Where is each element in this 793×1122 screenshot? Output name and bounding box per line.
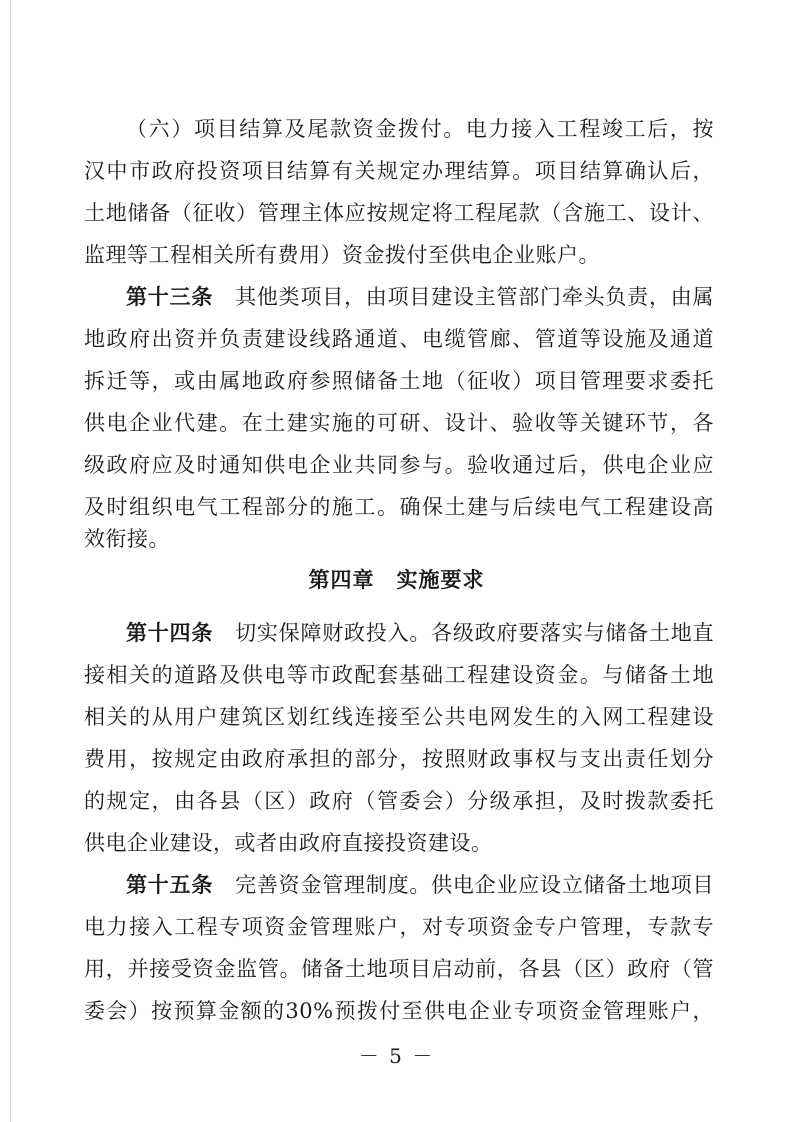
article-13-line-2: 地政府出资并负责建设线路通道、电缆管廊、管道等设施及通道 [84, 327, 714, 351]
article-15-line-3: 用，并接受资金监管。储备土地项目启动前，各县（区）政府（管 [84, 957, 714, 981]
article-15-line-4: 委会）按预算金额的30%预拨付至供电企业专项资金管理账户， [84, 999, 714, 1023]
article-13-line-6: 及时组织电气工程部分的施工。确保土建与后续电气工程建设高 [84, 495, 714, 519]
article-15-line-2: 电力接入工程专项资金管理账户，对专项资金专户管理，专款专 [84, 915, 714, 939]
article-14-line-3: 相关的从用户建筑区划红线连接至公共电网发生的入网工程建设 [84, 705, 714, 729]
article-13-line-7: 效衔接。 [84, 527, 170, 551]
article-13-line-4: 供电企业代建。在土建实施的可研、设计、验收等关键环节，各 [84, 411, 714, 435]
paragraph-1-line-4: 监理等工程相关所有费用）资金拨付至供电企业账户。 [84, 243, 600, 267]
article-13-label: 第十三条 [126, 285, 214, 309]
article-14-first-line: 切实保障财政投入。各级政府要落实与储备土地直 [235, 621, 714, 645]
article-14-line-5: 的规定，由各县（区）政府（管委会）分级承担，及时拨款委托 [84, 789, 714, 813]
article-13-line-5: 级政府应及时通知供电企业共同参与。验收通过后，供电企业应 [84, 453, 714, 477]
article-15-line-1 [126, 865, 714, 905]
page-number: － 5 － [358, 1044, 435, 1068]
article-14-line-4: 费用，按规定由政府承担的部分，按照财政事权与支出责任划分 [84, 747, 714, 771]
paragraph-1-line-2: 汉中市政府投资项目结算有关规定办理结算。项目结算确认后， [84, 159, 714, 183]
article-14-line-1 [126, 613, 714, 653]
article-13-line-1 [126, 277, 714, 317]
article-14-line-6: 供电企业建设，或者由政府直接投资建设。 [84, 831, 493, 855]
article-13-first-line: 其他类项目，由项目建设主管部门牵头负责，由属 [235, 285, 714, 309]
article-14-line-2: 接相关的道路及供电等市政配套基础工程建设资金。与储备土地 [84, 663, 714, 687]
article-15-first-line: 完善资金管理制度。供电企业应设立储备土地项目 [235, 873, 714, 897]
article-14-label: 第十四条 [126, 621, 214, 645]
article-15-label: 第十五条 [126, 873, 214, 897]
article-13-line-3: 拆迁等，或由属地政府参照储备土地（征收）项目管理要求委托 [84, 369, 714, 393]
chapter-heading: 第四章 实施要求 [308, 568, 485, 592]
paragraph-1-line-1: （六）项目结算及尾款资金拨付。电力接入工程竣工后，按 [126, 117, 714, 141]
paragraph-1-line-3: 土地储备（征收）管理主体应按规定将工程尾款（含施工、设计、 [84, 201, 714, 225]
